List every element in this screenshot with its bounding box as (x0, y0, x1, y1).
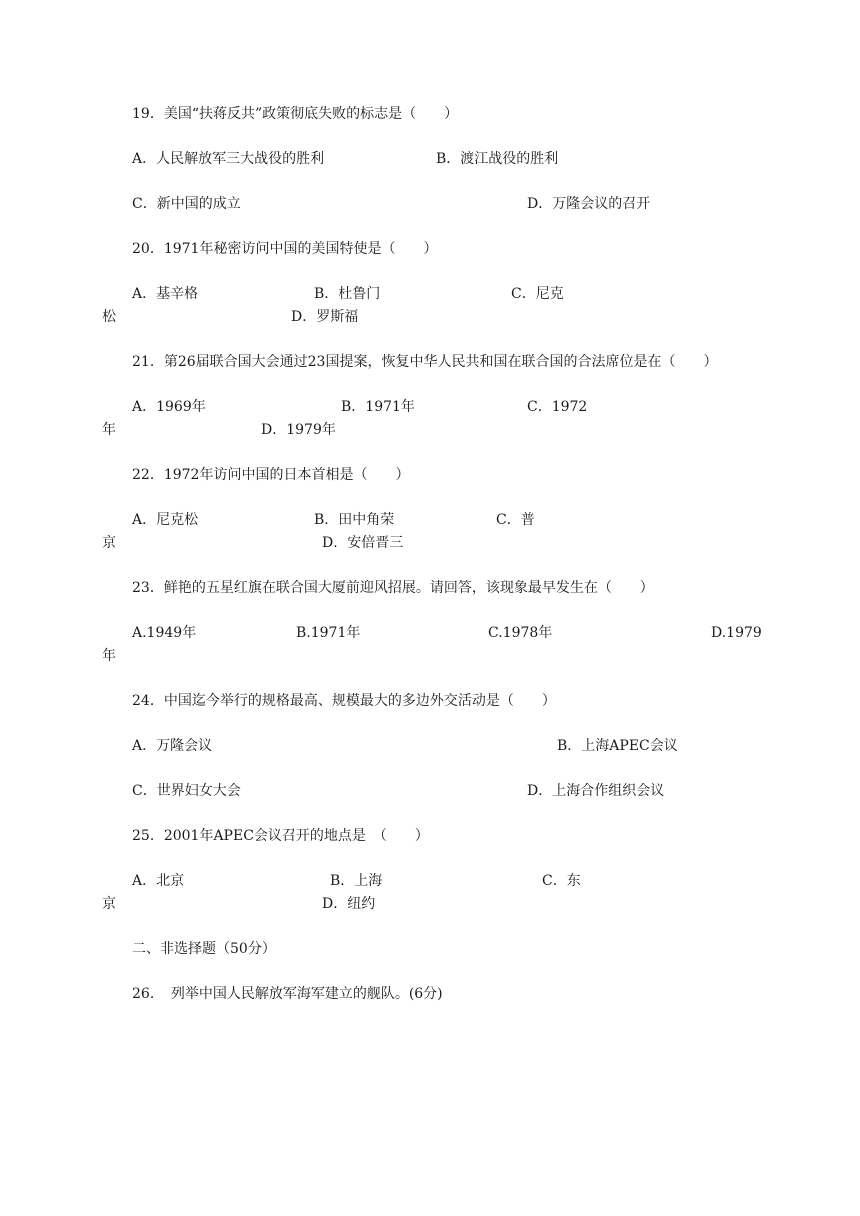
q25-option-a: A．北京 (132, 873, 185, 889)
q22-option-d: D．安倍晋三 (322, 535, 404, 551)
q21-option-a: A．1969年 (132, 399, 206, 415)
q23-option-a: A.1949年 (132, 625, 197, 641)
q19-option-c: C．新中国的成立 (132, 196, 241, 212)
q20-option-c: C．尼克 (511, 286, 564, 302)
q22-option-b: B．田中角荣 (314, 512, 395, 528)
q20-option-a: A．基辛格 (132, 286, 199, 302)
q25-option-d: D．纽约 (322, 896, 376, 912)
q20-stem: 20．1971年秘密访问中国的美国特使是（ ） (132, 241, 438, 257)
q21-stem: 21．第26届联合国大会通过23国提案，恢复中华人民共和国在联合国的合法席位是在（ ） (132, 354, 718, 370)
q23-option-d: D.1979 (711, 625, 762, 641)
q23-option-d-wrap: 年 (102, 648, 116, 664)
q25-stem: 25．2001年APEC会议召开的地点是 （ ） (132, 828, 429, 844)
q21-option-d: D．1979年 (261, 422, 336, 438)
q25-option-c: C．东 (542, 873, 581, 889)
q26-stem: 26． 列举中国人民解放军海军建立的舰队。(6分) (132, 986, 443, 1002)
q24-option-b: B．上海APEC会议 (557, 738, 678, 754)
q22-option-a: A．尼克松 (132, 512, 199, 528)
q20-option-c-wrap: 松 (102, 309, 116, 325)
q23-option-b: B.1971年 (296, 625, 361, 641)
q19-stem: 19．美国“扶蒋反共”政策彻底失败的标志是（ ） (132, 106, 459, 122)
q24-stem: 24．中国迄今举行的规格最高、规模最大的多边外交活动是（ ） (132, 693, 556, 709)
q22-option-c-wrap: 京 (102, 535, 116, 551)
section-heading: 二、非选择题（50分） (132, 941, 276, 957)
q22-option-c: C．普 (496, 512, 535, 528)
q25-option-c-wrap: 京 (102, 896, 116, 912)
q23-option-c: C.1978年 (488, 625, 553, 641)
q19-option-a: A．人民解放军三大战役的胜利 (132, 151, 325, 167)
q24-option-a: A．万隆会议 (132, 738, 213, 754)
q22-stem: 22．1972年访问中国的日本首相是（ ） (132, 467, 410, 483)
q20-option-b: B．杜鲁门 (314, 286, 381, 302)
q19-option-d: D．万隆会议的召开 (527, 196, 651, 212)
q25-option-b: B．上海 (330, 873, 383, 889)
q23-stem: 23．鲜艳的五星红旗在联合国大厦前迎风招展。请回答，该现象最早发生在（ ） (132, 580, 654, 596)
q21-option-c-wrap: 年 (102, 422, 116, 438)
q24-option-d: D．上海合作组织会议 (527, 783, 665, 799)
q21-option-c: C．1972 (527, 399, 588, 415)
q24-option-c: C．世界妇女大会 (132, 783, 241, 799)
q19-option-b: B．渡江战役的胜利 (436, 151, 559, 167)
q20-option-d: D．罗斯福 (291, 309, 359, 325)
q21-option-b: B．1971年 (341, 399, 415, 415)
